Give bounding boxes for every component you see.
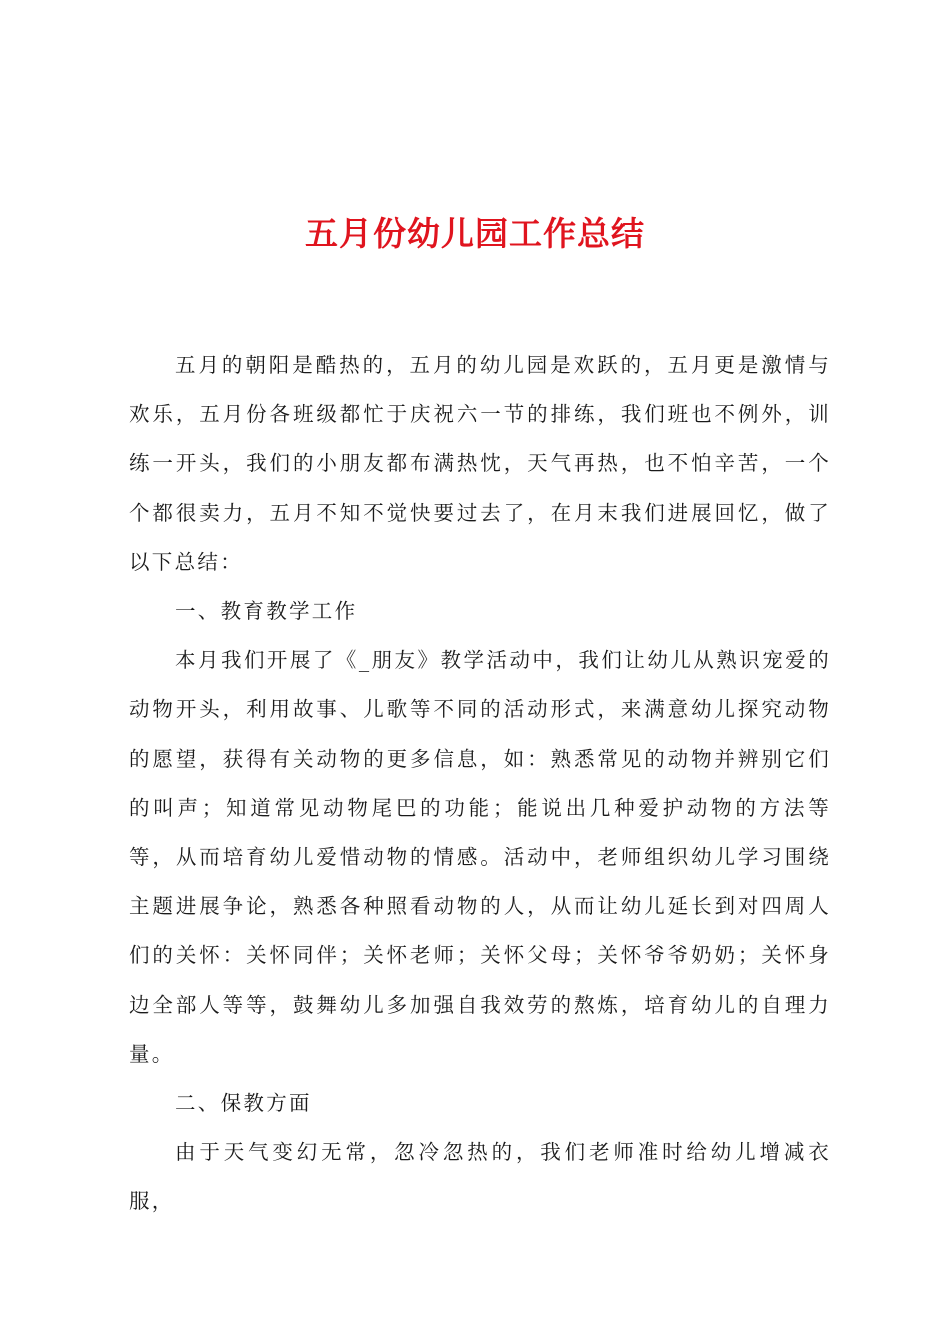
- section-heading-care: 二、保教方面: [175, 1091, 312, 1116]
- document-body: [129, 341, 831, 1227]
- section-heading-teaching: 一、教育教学工作: [175, 599, 358, 624]
- paragraph-care: 由于天气变幻无常，忽冷忽热的，我们老师准时给幼儿增减衣服，: [129, 1140, 831, 1214]
- paragraph-intro: 五月的朝阳是酷热的，五月的幼儿园是欢跃的，五月更是激情与欢乐，五月份各班级都忙于庆祝六一节的排练，我们班也不例外，训练一开头，我们的小朋友都布满热忱，天气再热，也不怕辛苦，一个个都很卖力，五月不知不觉快要过去了，在月末我们进展回忆，做了以下总结：: [129, 353, 831, 574]
- document-title: 五月份幼儿园工作总结: [305, 214, 645, 253]
- paragraph-teaching: 本月我们开展了《_朋友》教学活动中，我们让幼儿从熟识宠爱的动物开头，利用故事、儿歌等不同的活动形式，来满意幼儿探究动物的愿望，获得有关动物的更多信息，如：熟悉常见的动物并辨别它们的叫声；知道常见动物尾巴的功能；能说出几种爱护动物的方法等等，从而培育幼儿爱惜动物的情感。活动中，老师组织幼儿学习围绕主题进展争论，熟悉各种照看动物的人，从而让幼儿延长到对四周人们的关怀：关怀同伴；关怀老师；关怀父母；关怀爷爷奶奶；关怀身边全部人等等，鼓舞幼儿多加强自我效劳的熬炼，培育幼儿的自理力量。: [129, 648, 831, 1066]
